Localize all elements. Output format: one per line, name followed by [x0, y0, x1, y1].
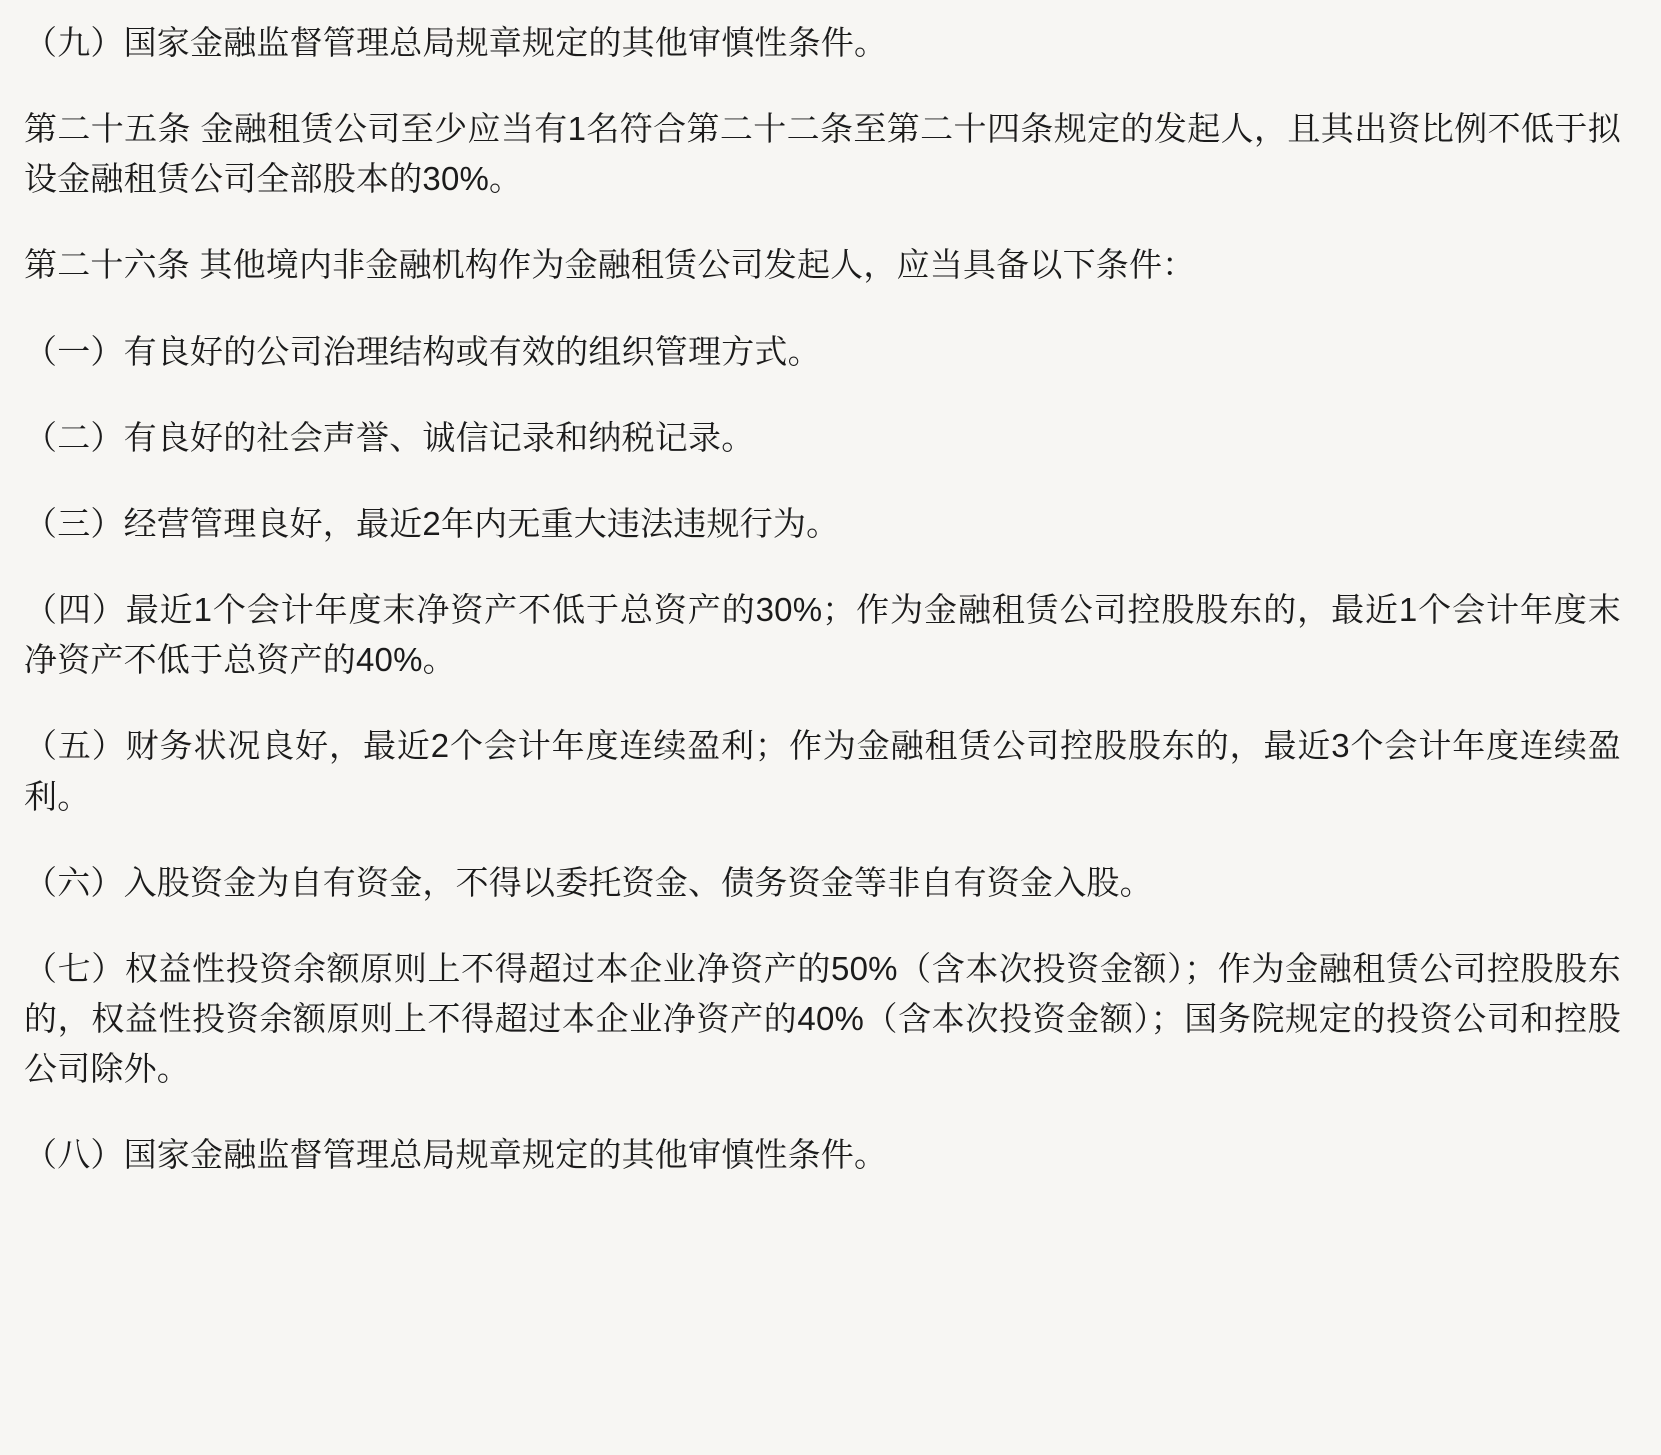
paragraph-item-3-management: （三）经营管理良好，最近2年内无重大违法违规行为。 — [24, 504, 840, 542]
paragraph-item-5-profitability: （五）财务状况良好，最近2个会计年度连续盈利；作为金融租赁公司控股股东的，最近3个会计年度连续盈利。 — [24, 727, 1621, 815]
paragraph-item-4-net-assets: （四）最近1个会计年度末净资产不低于总资产的30%；作为金融租赁公司控股股东的，最近1个会计年度末净资产不低于总资产的40%。 — [24, 591, 1621, 679]
paragraph-article-26: 第二十六条 其他境内非金融机构作为金融租赁公司发起人，应当具备以下条件： — [24, 246, 1196, 284]
paragraph-item-6-own-funds: （六）入股资金为自有资金，不得以委托资金、债务资金等非自有资金入股。 — [24, 863, 1153, 901]
paragraph-article-25: 第二十五条 金融租赁公司至少应当有1名符合第二十二条至第二十四条规定的发起人，且其出资比例不低于拟设金融租赁公司全部股本的30%。 — [24, 110, 1621, 198]
paragraph-item-9-prudential: （九）国家金融监督管理总局规章规定的其他审慎性条件。 — [24, 24, 888, 61]
paragraph-item-7-equity-investment: （七）权益性投资余额原则上不得超过本企业净资产的50%（含本次投资金额）；作为金融租赁公司控股股东的，权益性投资余额原则上不得超过本企业净资产的40%（含本次投资金额）；国务院规定的投资公司和控股公司除外。 — [24, 949, 1621, 1088]
paragraph-item-8-prudential: （八）国家金融监督管理总局规章规定的其他审慎性条件。 — [24, 1136, 888, 1174]
paragraph-item-2-reputation: （二）有良好的社会声誉、诚信记录和纳税记录。 — [24, 418, 755, 456]
paragraph-item-1-governance: （一）有良好的公司治理结构或有效的组织管理方式。 — [24, 332, 821, 370]
